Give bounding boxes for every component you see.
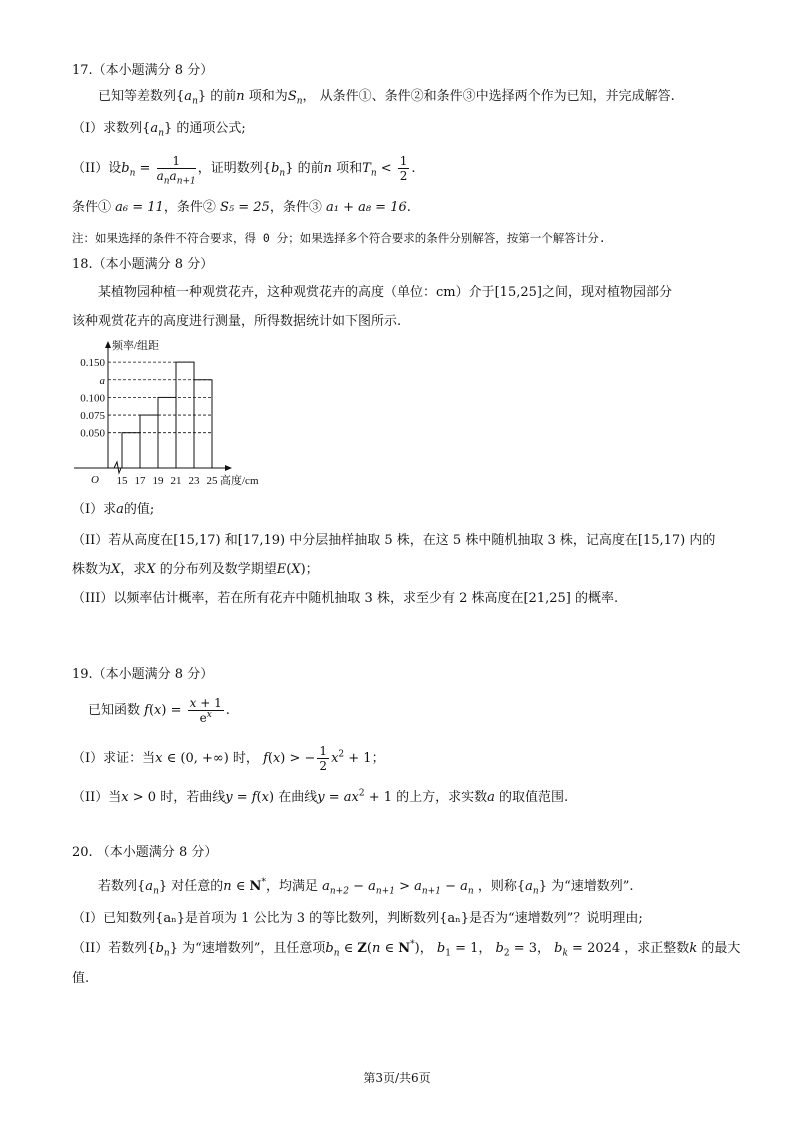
- q17-note: 注：如果选择的条件不符合要求，得 0 分；如果选择多个符合要求的条件分别解答，按第一个解答计分.: [72, 231, 606, 245]
- q19-stem: 已知函数 f(x) = $\frac{x + 1}{e^x}$ .: [88, 696, 230, 725]
- fraction-fx: $\frac{x + 1}{e^x}$: [189, 696, 222, 725]
- q19-part2: （II）当x > 0 时，若曲线y = f(x) 在曲线$y = ax^2 + 1$ 的上方，求实数a 的取值范围.: [72, 788, 569, 805]
- q19-header: 19.（本小题满分 8 分）: [72, 667, 214, 682]
- q17-part1: （I）求数列$\{a_n\}$ 的通项公式;: [72, 121, 246, 139]
- x-tick-label: 15: [116, 475, 128, 487]
- histogram-bar: [194, 380, 212, 468]
- frequency-histogram: [60, 333, 310, 488]
- q20-header: 20. （本小题满分 8 分）: [72, 845, 218, 860]
- page-footer: 第3页/共6页: [363, 1071, 431, 1085]
- q17-part2: （II）设$b_n$ = $\frac{1}{a_na_{n+1}}$ ，证明数列$\{b_n\}$ 的前n 项和$T_n$ < $\frac{1}{2}$ .: [72, 154, 416, 187]
- y-axis-arrow: [105, 341, 111, 348]
- q18-header: 18.（本小题满分 8 分）: [72, 257, 214, 272]
- q18-part3: （III）以频率估计概率，若在所有花卉中随机抽取 3 株，求至少有 2 株高度在[21,25] 的概率.: [72, 591, 619, 606]
- y-tick-label: 0.050: [80, 427, 105, 440]
- y-tick-label: a: [99, 374, 105, 387]
- histogram-bar: [122, 433, 140, 468]
- q18-part2-line2: 株数为X，求X 的分布列及数学期望E(X)；: [72, 562, 319, 577]
- q17-stem: 已知等差数列$\{a_n\}$ 的前n 项和为$S_n$， 从条件①、条件②和条件③中选择两个作为已知，并完成解答.: [98, 89, 675, 107]
- origin-label: O: [91, 474, 99, 486]
- x-axis-arrow: [225, 465, 232, 471]
- x-tick-label: 25: [206, 475, 218, 487]
- x-tick-label: 21: [170, 475, 182, 487]
- q19-part1: （I）求证：当x ∈ (0, +∞) 时， f(x) > − $\frac{1}{2}$ $x^2 + 1$；: [72, 744, 385, 773]
- y-tick-label: 0.075: [80, 410, 105, 423]
- fraction-half-2: $\frac{1}{2}$: [319, 744, 328, 773]
- q20-part2-line2: 值.: [72, 971, 90, 986]
- y-tick-label: 0.150: [80, 357, 105, 370]
- fraction-half: $\frac{1}{2}$: [399, 154, 408, 183]
- q18-stem-line1: 某植物园种植一种观赏花卉，这种观赏花卉的高度（单位：cm）介于[15,25]之间，现对植物园部分: [98, 285, 672, 300]
- q20-part2-line1: （II）若数列$\{b_n\}$ 为“速增数列”，且任意项$b_n$ ∈ Z(n ∈ N*)， $b_1 = 1$， $b_2 = 3$， $b_k = 2024$ ，求正整数k 的最大: [72, 939, 741, 959]
- q20-stem: 若数列$\{a_n\}$ 对任意的n ∈ N*，均满足 $a_{n+2} - a_{n+1} > a_{n+1} - a_n$ ，则称$\{a_n\}$ 为“速增数列”.: [98, 877, 634, 897]
- histogram-bar: [140, 415, 158, 468]
- q20-part1: （I）已知数列{aₙ}是首项为 1 公比为 3 的等比数列，判断数列{aₙ}是否为“速增数列”？说明理由;: [72, 911, 643, 926]
- x-tick-label: 23: [188, 475, 200, 487]
- fraction-bn: $\frac{1}{a_na_{n+1}}$: [156, 154, 196, 187]
- y-tick-label: 0.100: [80, 392, 105, 405]
- y-axis-label: 频率/组距: [112, 340, 160, 352]
- q18-part1: （I）求a的值;: [72, 502, 155, 517]
- q18-part2-line1: （II）若从高度在[15,17) 和[17,19) 中分层抽样抽取 5 株，在这 5 株中随机抽取 3 株，记高度在[15,17) 内的: [72, 533, 716, 548]
- x-tick-label: 19: [152, 475, 164, 487]
- x-tick-label: 17: [134, 475, 146, 487]
- q17-conditions: 条件① a₆ = 11，条件② S₅ = 25，条件③ a₁ + a₈ = 16.: [72, 200, 411, 215]
- x-axis-label: 高度/cm: [220, 475, 259, 487]
- q17-header: 17.（本小题满分 8 分）: [72, 63, 214, 78]
- q18-stem-line2: 该种观赏花卉的高度进行测量，所得数据统计如下图所示.: [72, 314, 402, 329]
